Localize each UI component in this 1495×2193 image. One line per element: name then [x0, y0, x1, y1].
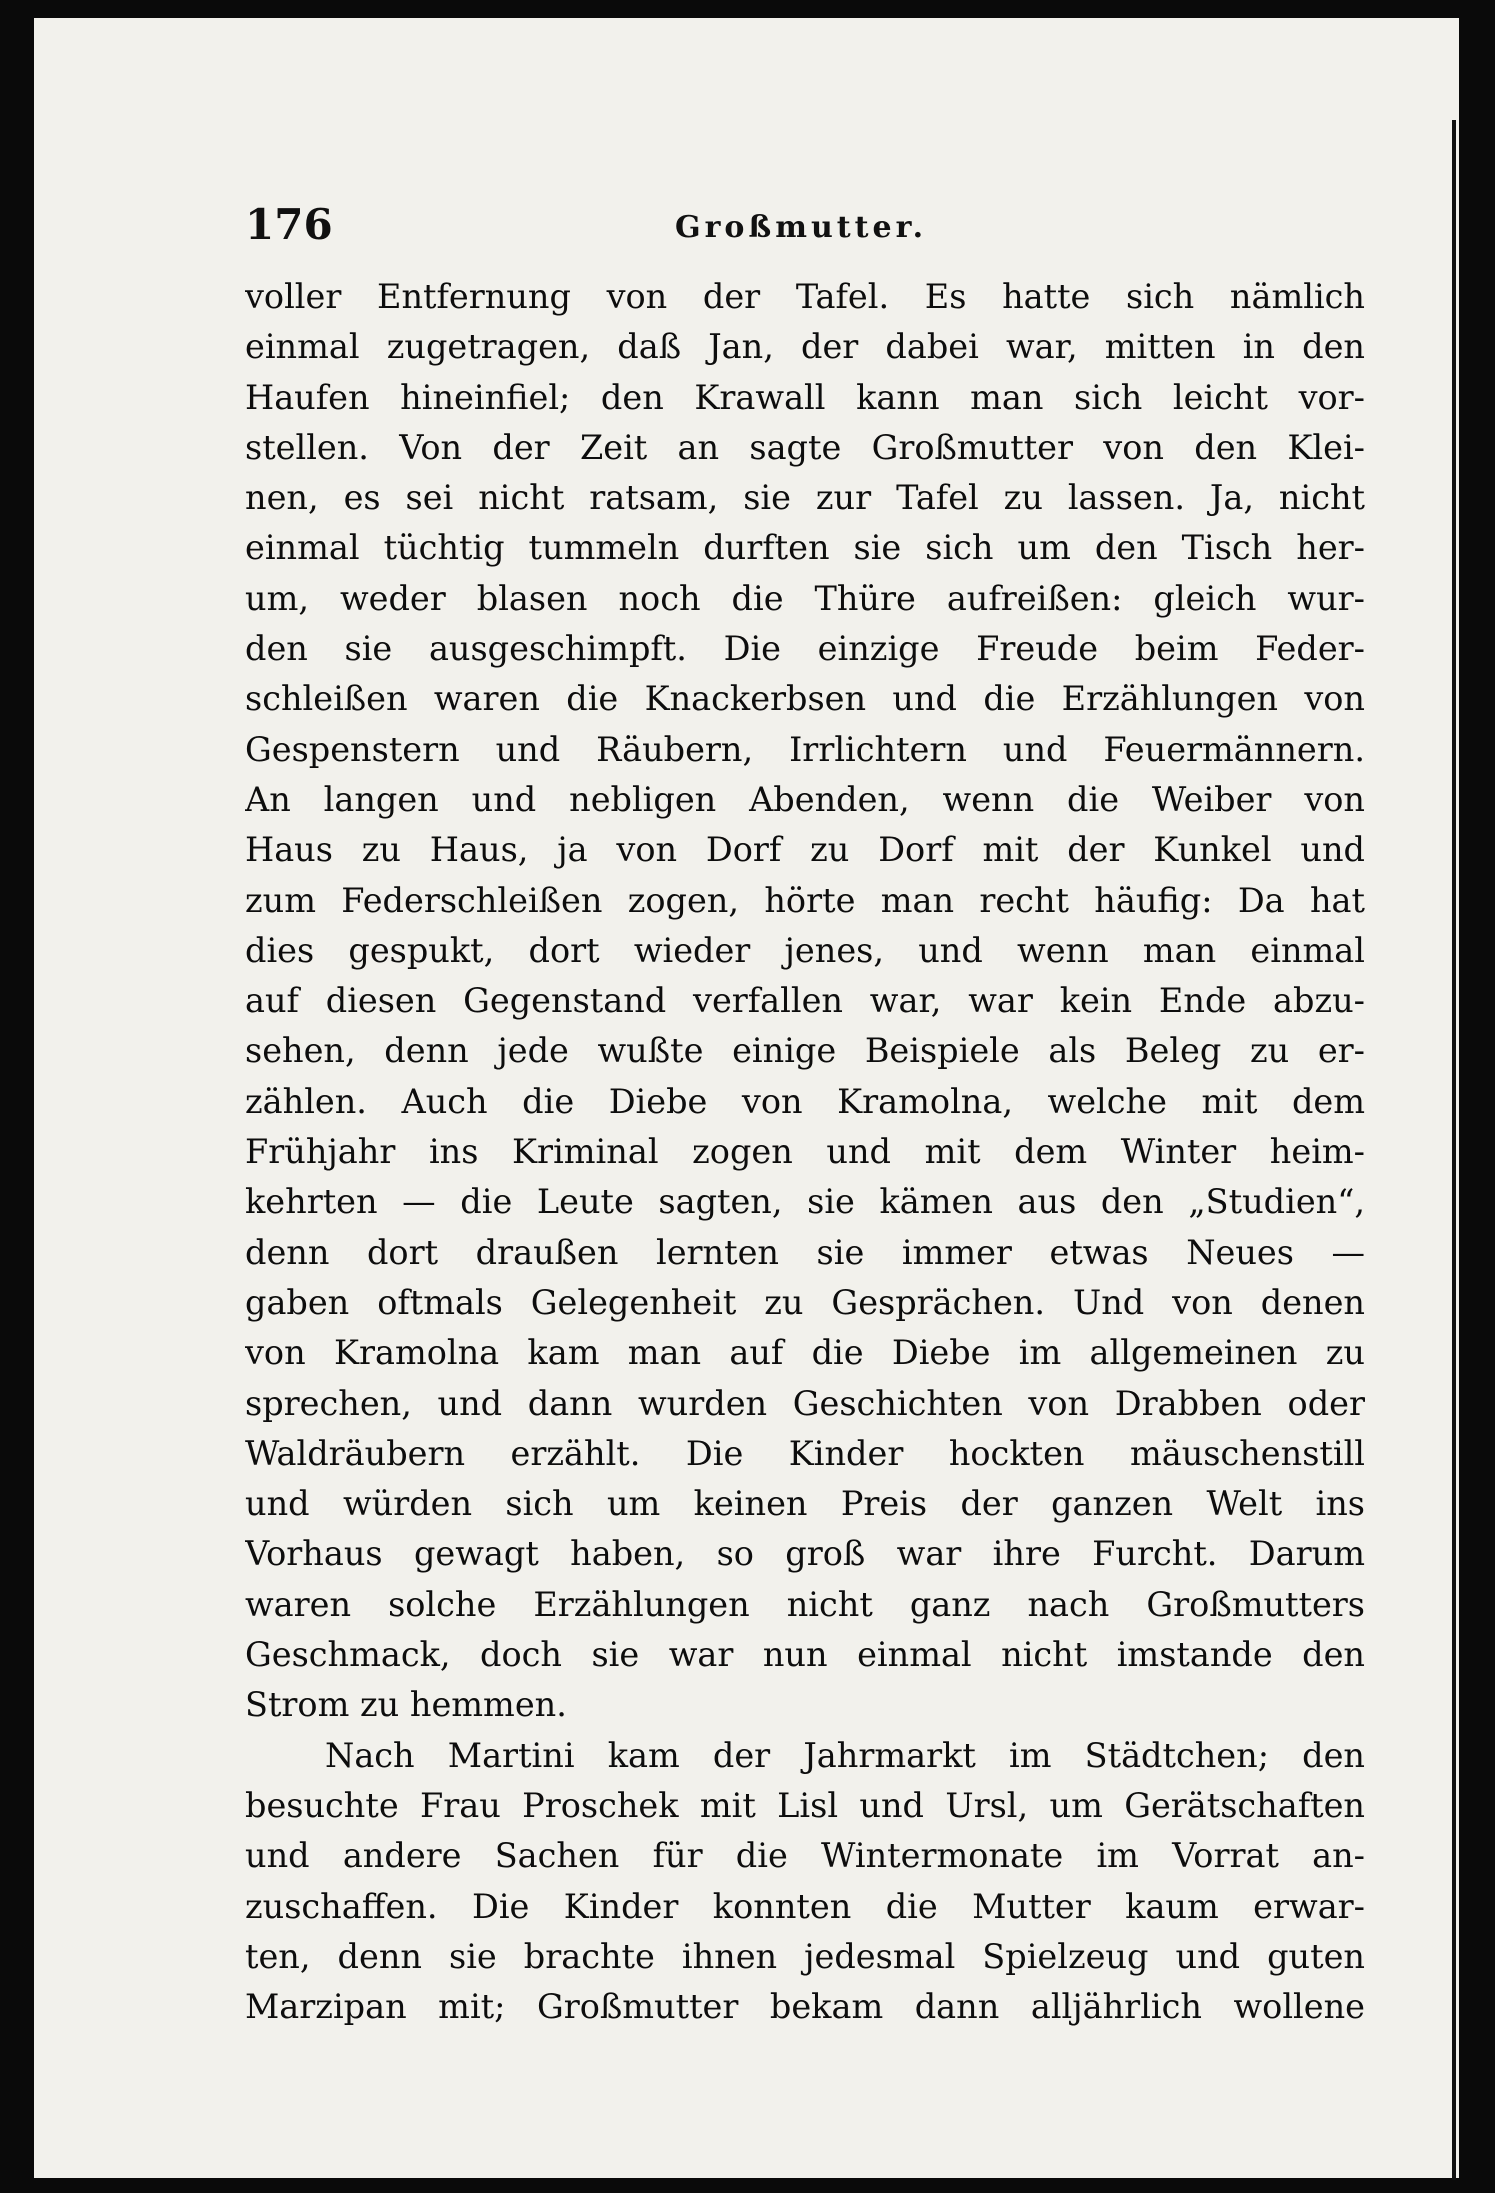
text-line: kehrten — die Leute sagten, sie kämen aus den „Studien“, — [245, 1182, 1365, 1222]
text-line: Gespenstern und Räubern, Irrlichtern und Feuermännern. — [245, 729, 1365, 769]
running-head — [245, 200, 1365, 250]
text-line: dies gespukt, dort wieder jenes, und wenn man einmal — [245, 930, 1365, 970]
running-title: Großmutter. — [675, 210, 928, 245]
text-line: sehen, denn jede wußte einige Beispiele als Beleg zu er- — [245, 1031, 1365, 1071]
text-line: Vorhaus gewagt haben, so groß war ihre Furcht. Darum — [245, 1534, 1365, 1574]
text-line: zählen. Auch die Diebe von Kramolna, welche mit dem — [245, 1081, 1365, 1121]
text-line: nen, es sei nicht ratsam, sie zur Tafel zu lassen. Ja, nicht — [245, 478, 1365, 518]
page-edge-shadow — [1452, 120, 1456, 2180]
text-line: einmal tüchtig tummeln durften sie sich um den Tisch her- — [245, 528, 1365, 568]
paragraph-end-line: Strom zu hemmen. — [245, 1685, 567, 1725]
text-line: den sie ausgeschimpft. Die einzige Freude beim Feder- — [245, 629, 1365, 669]
text-line: und würden sich um keinen Preis der ganzen Welt ins — [245, 1484, 1365, 1524]
text-line: Marzipan mit; Großmutter bekam dann alljährlich wollene — [245, 1987, 1365, 2027]
text-line: denn dort draußen lernten sie immer etwas Neues — — [245, 1232, 1365, 1272]
text-line: einmal zugetragen, daß Jan, der dabei war, mitten in den — [245, 327, 1365, 367]
text-line: und andere Sachen für die Wintermonate im Vorrat an- — [245, 1836, 1365, 1876]
text-line: Haus zu Haus, ja von Dorf zu Dorf mit der Kunkel und — [245, 830, 1365, 870]
text-line: Waldräubern erzählt. Die Kinder hockten mäuschenstill — [245, 1433, 1365, 1473]
text-line: Haufen hineinfiel; den Krawall kann man sich leicht vor- — [245, 377, 1365, 417]
text-line: um, weder blasen noch die Thüre aufreißen: gleich wur- — [245, 578, 1365, 618]
text-line: voller Entfernung von der Tafel. Es hatte sich nämlich — [245, 277, 1365, 316]
body-text — [245, 272, 1365, 2032]
page-number: 176 — [245, 200, 333, 249]
text-line: schleißen waren die Knackerbsen und die Erzählungen von — [245, 679, 1365, 719]
text-line: sprechen, und dann wurden Geschichten von Drabben oder — [245, 1383, 1365, 1423]
text-line: Geschmack, doch sie war nun einmal nicht imstande den — [245, 1635, 1365, 1675]
text-line: waren solche Erzählungen nicht ganz nach Großmutters — [245, 1584, 1365, 1624]
text-line: von Kramolna kam man auf die Diebe im allgemeinen zu — [245, 1333, 1365, 1373]
text-line: stellen. Von der Zeit an sagte Großmutter von den Klei- — [245, 427, 1365, 467]
text-line: gaben oftmals Gelegenheit zu Gesprächen. Und von denen — [245, 1282, 1365, 1322]
text-line: Frühjahr ins Kriminal zogen und mit dem Winter heim- — [245, 1132, 1365, 1172]
text-line: ten, denn sie brachte ihnen jedesmal Spielzeug und guten — [245, 1936, 1365, 1976]
text-line: zuschaffen. Die Kinder konnten die Mutter kaum erwar- — [245, 1886, 1365, 1926]
text-line: An langen und nebligen Abenden, wenn die Weiber von — [245, 779, 1365, 819]
text-line: zum Federschleißen zogen, hörte man recht häufig: Da hat — [245, 880, 1365, 920]
text-line: besuchte Frau Proschek mit Lisl und Ursl, um Gerätschaften — [245, 1785, 1365, 1825]
paragraph-start-line: Nach Martini kam der Jahrmarkt im Städtchen; den — [325, 1735, 1365, 1775]
text-line: auf diesen Gegenstand verfallen war, war kein Ende abzu- — [245, 981, 1365, 1021]
